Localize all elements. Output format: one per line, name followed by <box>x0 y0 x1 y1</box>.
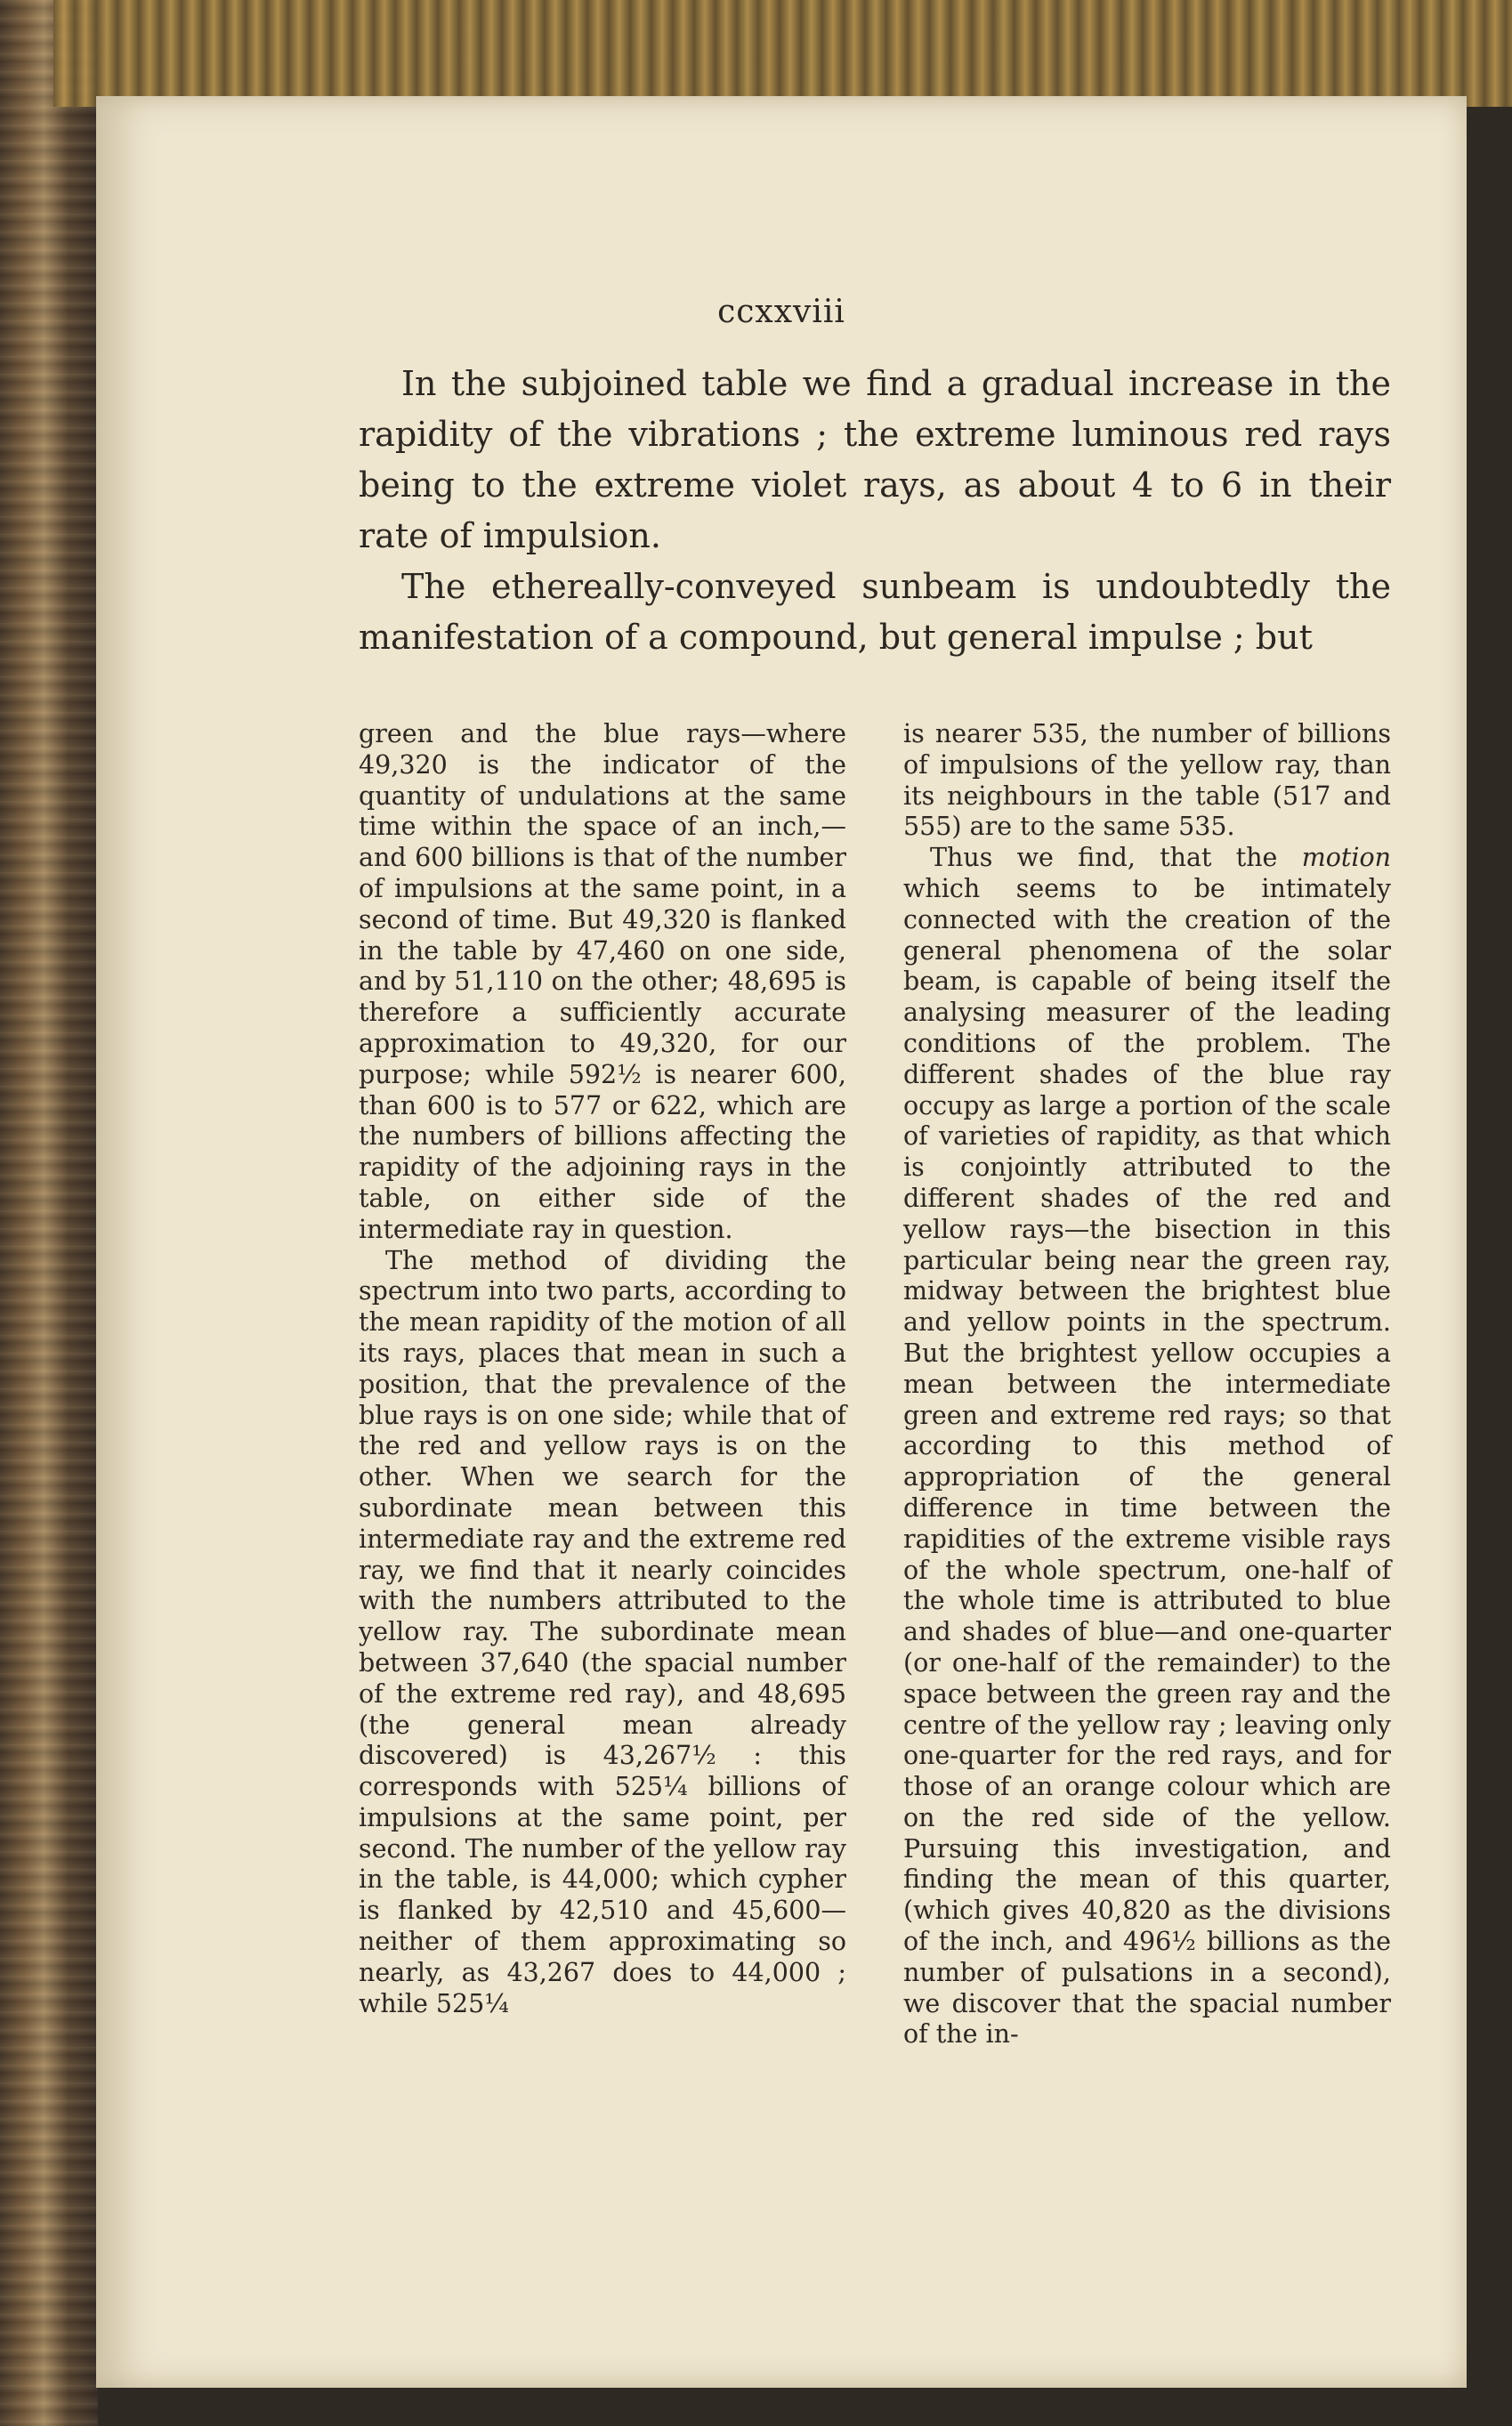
book-page <box>96 96 1467 2388</box>
intro-text <box>359 359 1391 663</box>
ornamental-binding-band <box>53 0 1512 107</box>
right-paragraph-2 <box>903 843 1391 2050</box>
left-paragraph-2: The method of dividing the spectrum into two parts, according to the mean rapidity of the motion of all its rays, places that mean in such a position, that the prevalence of the blue rays is on one side; while that of the red and yellow rays is on the other. When we search for the subordinate mean between this intermediate ray and the extreme red ray, we find that it nearly coincides with the numbers attributed to the yellow ray. The subordinate mean between 37,640 (the spacial number of the extreme red ray), and 48,695 (the general mean already discovered) is 43,267½ : this corresponds with 525¼ billions of impulsions at the same point, per second. The number of the yellow ray in the table, is 44,000; which cypher is flanked by 42,510 and 45,600—neither of them approximating so nearly, as 43,267 does to 44,000 ; while 525¼ <box>359 1245 846 2018</box>
right-paragraph-1: is nearer 535, the number of billions of impulsions of the yellow ray, than its neighbours in the table (517 and 555) are to the same 535. <box>903 719 1391 842</box>
intro-paragraph-2: The ethereally-conveyed sunbeam is undoubtedly the manifestation of a compound, but general impulse ; but <box>359 567 1391 657</box>
right-paragraph-2-rest: which seems to be intimately connected with the creation of the general phenomena of the solar beam, is capable of being itself the analysing measurer of the leading conditions of the problem. The different shades of the blue ray occupy as large a portion of the scale of varieties of rapidity, as that which is conjointly attributed to the different shades of the red and yellow rays—the bisection in this particular being near the green ray, midway between the brightest blue and yellow points in the spectrum. But the brightest yellow occupies a mean between the intermediate green and extreme red rays; so that according to this method of appropriation of the general difference in time between the rapidities of the extreme visible rays of the whole spectrum, one-half of the whole time is attributed to blue and shades of blue—and one-quarter (or one-half of the remainder) to the space between the green ray and the centre of the yellow ray ; leaving only one-quarter for the red rays, and for those of an orange colour which are on the red side of the yellow. Pursuing this investigation, and finding the mean of this quarter, (which gives 40,820 as the divisions of the inch, and 496½ billions as the number of pulsations in a second), we discover that the spacial number of the in- <box>903 873 1391 2050</box>
left-paragraph-1: green and the blue rays—where 49,320 is the indicator of the quantity of undulations at the same time within the space of an inch,—and 600 billions is that of the number of impulsions at the same point, in a second of time. But 49,320 is flanked in the table by 47,460 on one side, and by 51,110 on the other; 48,695 is therefore a sufficiently accurate approximation to 49,320, for our purpose; while 592½ is nearer 600, than 600 is to 577 or 622, which are the numbers of billions affecting the rapidity of the adjoining rays in the table, on either side of the intermediate ray in question. <box>359 719 846 1244</box>
two-column-body <box>359 719 1391 2050</box>
page-edges <box>0 0 98 2426</box>
left-column <box>359 719 846 2050</box>
right-paragraph-2-start: Thus we find, that the <box>930 843 1302 873</box>
page-number: ccxxviii <box>717 294 845 330</box>
right-column <box>903 719 1391 2050</box>
intro-paragraph-1: In the subjoined table we find a gradual increase in the rapidity of the vibrations ; the extreme luminous red rays being to the extreme violet rays, as about 4 to 6 in their rate of impulsion. <box>359 364 1391 555</box>
emphasis-motion: motion <box>1301 843 1391 873</box>
